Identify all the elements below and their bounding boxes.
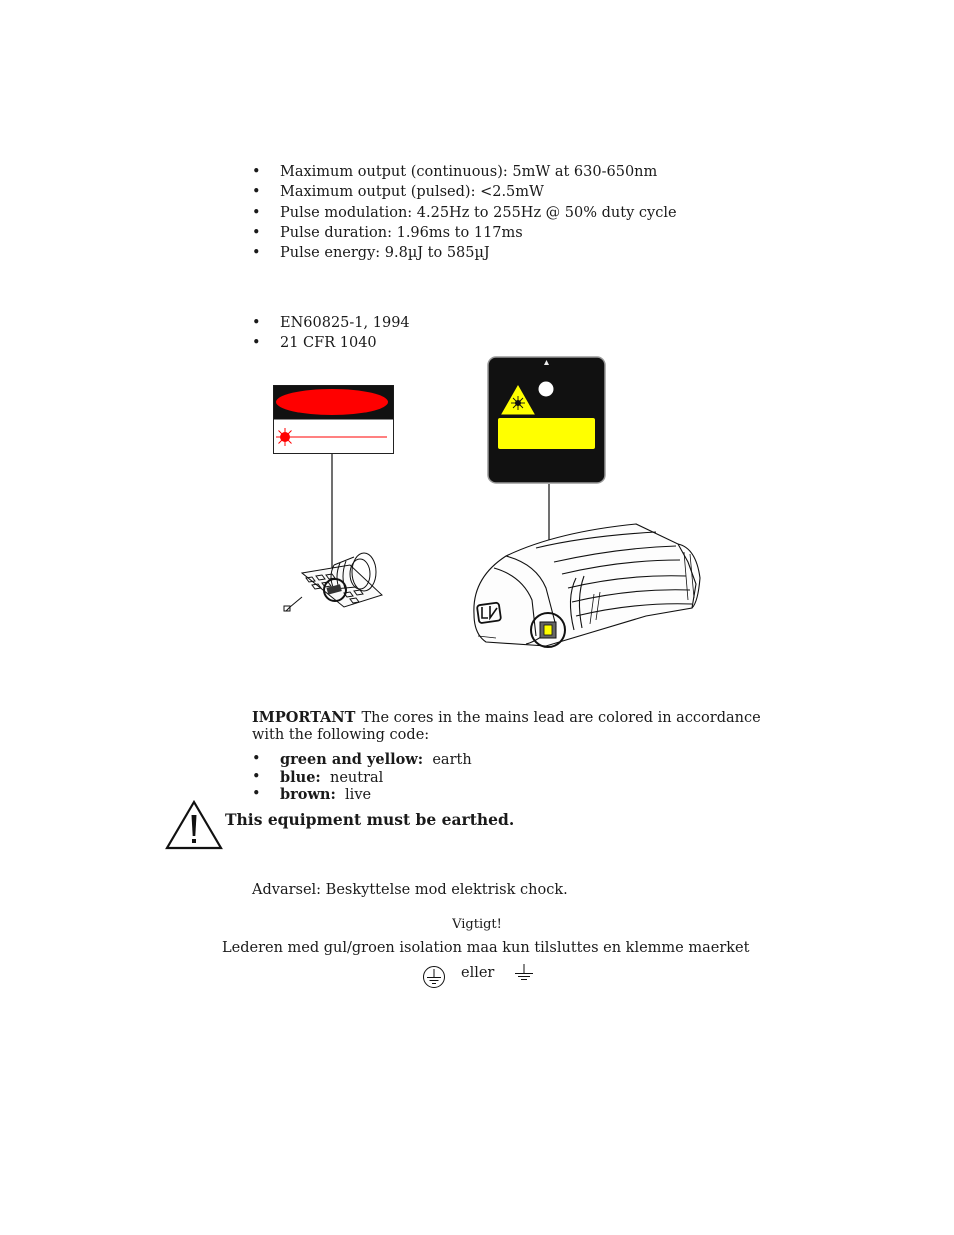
core-color-list: [252, 751, 472, 804]
earthing-warning: This equipment must be earthed.: [225, 810, 515, 829]
list-item: • Maximum output (continuous): 5mW at 630-650nm: [252, 164, 658, 180]
protective-earth-icon: [422, 965, 446, 989]
danish-warning: Advarsel: Beskyttelse mod elektrisk chock.: [252, 882, 568, 898]
list-item: • Pulse energy: 9.8µJ to 585µJ: [252, 245, 490, 262]
laser-module-illustration: [282, 545, 392, 620]
danish-important-heading: Vigtigt!: [452, 917, 502, 932]
list-item: • 21 CFR 1040: [252, 335, 377, 352]
list-item: • Pulse modulation: 4.25Hz to 255Hz @ 50% duty cycle: [252, 204, 677, 221]
important-text: The cores in the mains lead are colored in accordance with the following code:: [252, 710, 761, 743]
camera-housing-illustration: [466, 518, 704, 652]
danish-or: eller: [461, 965, 495, 981]
important-label: IMPORTANT: [252, 709, 356, 726]
earth-ground-icon: [513, 963, 535, 983]
warning-triangle-icon: [165, 800, 223, 850]
list-item: • Pulse duration: 1.96ms to 117ms: [252, 224, 523, 241]
list-item: • blue: neutral: [252, 768, 384, 786]
important-notice: [252, 709, 772, 744]
list-item: • EN60825-1, 1994: [252, 315, 410, 331]
list-item: • green and yellow: earth: [252, 751, 472, 768]
list-item: • brown: live: [252, 786, 372, 804]
danish-instruction: Lederen med gul/groen isolation maa kun tilsluttes en klemme maerket: [222, 940, 750, 956]
list-item: • Maximum output (pulsed): <2.5mW: [252, 184, 544, 201]
